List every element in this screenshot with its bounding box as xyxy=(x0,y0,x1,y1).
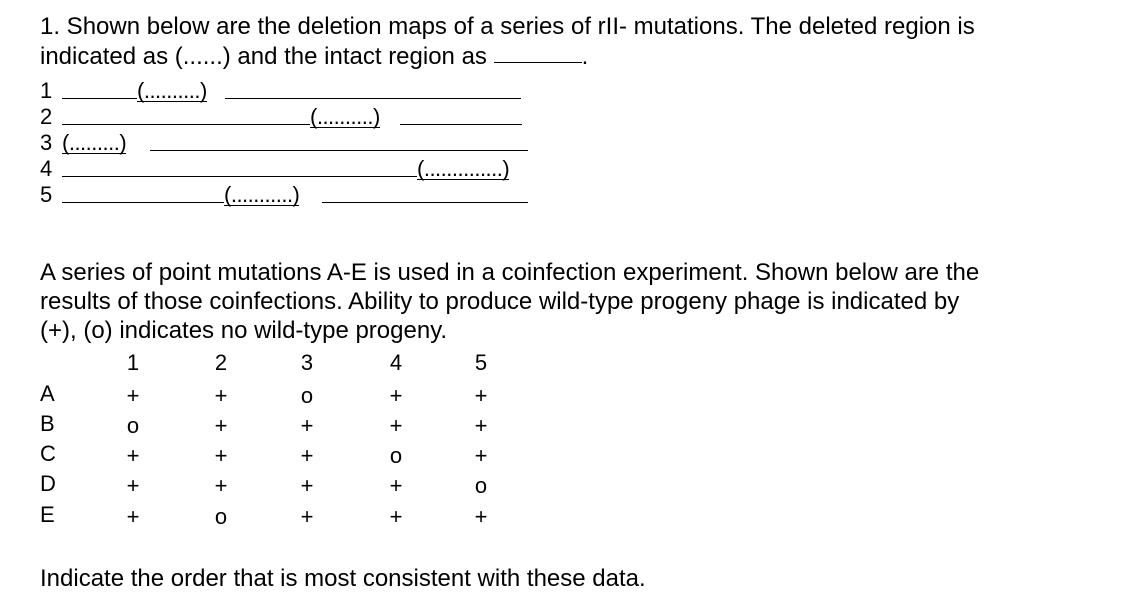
table-cell: o xyxy=(389,443,403,468)
coinfection-line-2: results of those coinfections. Ability to produce wild-type progeny phage is indicated by xyxy=(40,288,960,315)
table-cell: o xyxy=(474,473,488,498)
table-row-label: E xyxy=(40,502,55,527)
coinfection-line-3: (+), (o) indicates no wild-type progeny. xyxy=(40,317,448,344)
table-cell: + xyxy=(474,504,488,529)
table-column-header: 1 xyxy=(126,350,140,375)
question-line-1: 1. Shown below are the deletion maps of a series of rII- mutations. The deleted region is xyxy=(40,13,975,40)
coinfection-line-1: A series of point mutations A-E is used in a coinfection experiment. Shown below are the xyxy=(40,259,980,286)
table-column-header: 4 xyxy=(389,350,403,375)
deleted-region: (.........) xyxy=(62,130,127,155)
deleted-region: (..........) xyxy=(137,78,207,103)
table-row-label: D xyxy=(40,471,56,496)
table-cell: + xyxy=(300,413,314,438)
intact-region-blank xyxy=(494,42,582,63)
table-row-label: A xyxy=(40,381,55,406)
table-cell: o xyxy=(214,504,228,529)
map-number: 4 xyxy=(40,156,53,181)
map-number: 1 xyxy=(40,78,53,103)
table-cell: + xyxy=(214,383,228,408)
table-column-header: 5 xyxy=(474,350,488,375)
table-cell: + xyxy=(389,504,403,529)
question-line-2-text: indicated as (......) and the intact region as xyxy=(40,43,487,70)
question-line-2-period: . xyxy=(581,43,589,70)
table-cell: + xyxy=(474,413,488,438)
table-cell: o xyxy=(300,383,314,408)
table-cell: o xyxy=(126,413,140,438)
table-cell: + xyxy=(214,443,228,468)
deleted-region: (..............) xyxy=(417,156,510,181)
table-row-label: C xyxy=(40,441,56,466)
table-cell: + xyxy=(126,504,140,529)
intact-region xyxy=(150,150,528,151)
table-cell: + xyxy=(389,413,403,438)
intact-region xyxy=(225,98,521,99)
map-number: 5 xyxy=(40,182,53,207)
intact-region xyxy=(62,98,137,99)
map-number: 3 xyxy=(40,130,53,155)
intact-region xyxy=(62,202,224,203)
question-line-2 xyxy=(40,42,588,71)
table-cell: + xyxy=(474,443,488,468)
table-cell: + xyxy=(389,383,403,408)
table-column-header: 2 xyxy=(214,350,228,375)
table-cell: + xyxy=(214,413,228,438)
table-cell: + xyxy=(474,383,488,408)
intact-region xyxy=(322,202,528,203)
table-cell: + xyxy=(300,504,314,529)
map-number: 2 xyxy=(40,104,53,129)
deleted-region: (...........) xyxy=(224,182,300,207)
table-cell: + xyxy=(300,443,314,468)
table-cell: + xyxy=(126,443,140,468)
deleted-region: (..........) xyxy=(310,104,380,129)
table-cell: + xyxy=(126,383,140,408)
table-cell: + xyxy=(214,473,228,498)
table-cell: + xyxy=(300,473,314,498)
table-row-label: B xyxy=(40,411,55,436)
intact-region xyxy=(62,176,417,177)
table-cell: + xyxy=(389,473,403,498)
intact-region xyxy=(400,124,522,125)
order-prompt: Indicate the order that is most consistent with these data. xyxy=(40,565,646,592)
table-column-header: 3 xyxy=(300,350,314,375)
table-cell: + xyxy=(126,473,140,498)
intact-region xyxy=(62,124,310,125)
